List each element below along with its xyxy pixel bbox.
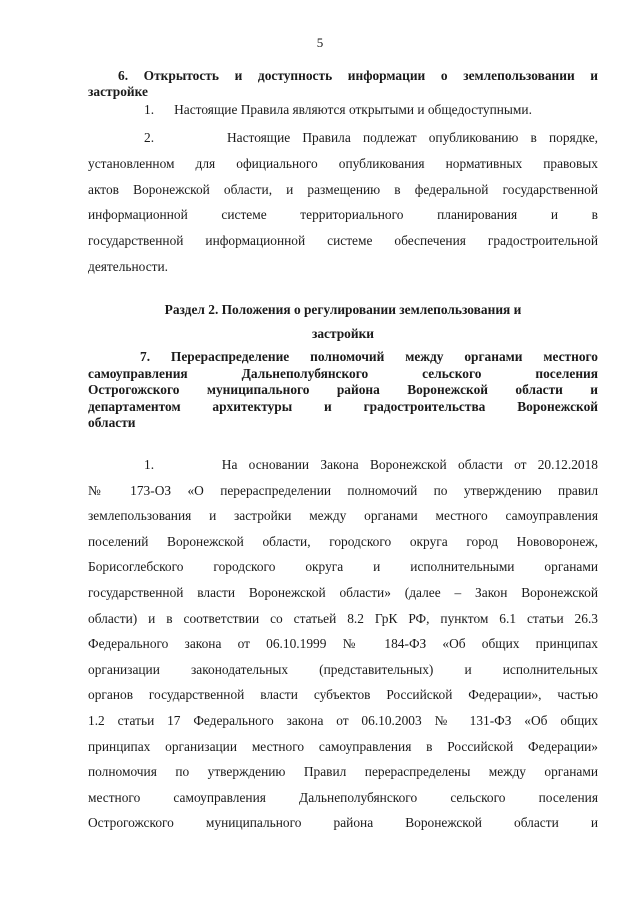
paragraph-line: принципах организации местного самоуправления в Российской Федерации» <box>88 738 598 754</box>
paragraph-line: Борисоглебского городского округа и исполнительными органами <box>88 559 598 575</box>
part-2-title-line: застройки <box>311 326 375 341</box>
section-6-item-1: 1. Настоящие Правила являются открытыми и общедоступными. <box>144 102 532 117</box>
section-7-heading-line: самоуправления Дальнеполубянского сельского поселения <box>88 365 598 381</box>
section-6-heading-line: застройке <box>88 84 148 99</box>
paragraph-line: деятельности. <box>88 258 169 274</box>
paragraph-line: области) и в соответствии со статьей 8.2 ГрК РФ, пунктом 6.1 статьи 26.3 <box>88 610 598 626</box>
section-7-heading-line: области <box>88 415 136 430</box>
paragraph-line: Федерального закона от 06.10.1999 № 184-ФЗ «Об общих принципах <box>88 636 598 652</box>
section-7-heading-line: Острогожского муниципального района Воронежской области и <box>88 382 598 397</box>
section-7-body <box>88 452 598 836</box>
paragraph-line: актов Воронежской области, и размещению в федеральной государственной <box>88 181 598 197</box>
paragraph-line: Острогожского муниципального района Воронежской области и <box>88 815 598 831</box>
paragraph-line: 2. Настоящие Правила подлежат опубликованию в порядке, <box>144 130 598 145</box>
paragraph-line: землепользования и застройки между органами местного самоуправления <box>88 508 598 524</box>
section-6-heading <box>118 68 598 84</box>
paragraph-line: организации законодательных (представительных) и исполнительных <box>88 661 598 677</box>
paragraph-line: установленном для официального опубликования нормативных правовых <box>88 155 598 171</box>
section-6-heading-line: 6. Открытость и доступность информации о землепользовании и <box>118 68 598 83</box>
paragraph-line: 1.2 статьи 17 Федерального закона от 06.10.2003 № 131-ФЗ «Об общих <box>88 712 598 728</box>
paragraph-line: поселений Воронежской области, городского округа город Нововоронеж, <box>88 533 598 549</box>
part-2-title <box>88 298 598 346</box>
paragraph-line: государственной власти Воронежской области» (далее – Закон Воронежской <box>88 584 598 600</box>
section-6-heading-cont <box>88 84 568 100</box>
section-7-heading <box>88 349 598 432</box>
section-7-heading-line: 7. Перераспределение полномочий между органами местного <box>140 349 598 364</box>
paragraph-line: № 173-ОЗ «О перераспределении полномочий по утверждению правил <box>88 482 598 498</box>
paragraph-line: информационной системе территориального планирования и в <box>88 207 598 223</box>
section-7-heading-line: департаментом архитектуры и градостроительства Воронежской <box>88 398 598 414</box>
section-6-item-2 <box>88 125 598 280</box>
paragraph-line: полномочия по утверждению Правил перераспределены между органами <box>88 764 598 780</box>
part-2-title-line: Раздел 2. Положения о регулировании землепользования и <box>164 302 522 317</box>
paragraph-line: местного самоуправления Дальнеполубянского сельского поселения <box>88 789 598 805</box>
paragraph-line: 1. На основании Закона Воронежской области от 20.12.2018 <box>144 457 598 472</box>
paragraph-line: органов государственной власти субъектов Российской Федерации», частью <box>88 687 598 703</box>
paragraph-line: государственной информационной системе обеспечения градостроительной <box>88 233 598 249</box>
page-number: 5 <box>316 35 324 50</box>
